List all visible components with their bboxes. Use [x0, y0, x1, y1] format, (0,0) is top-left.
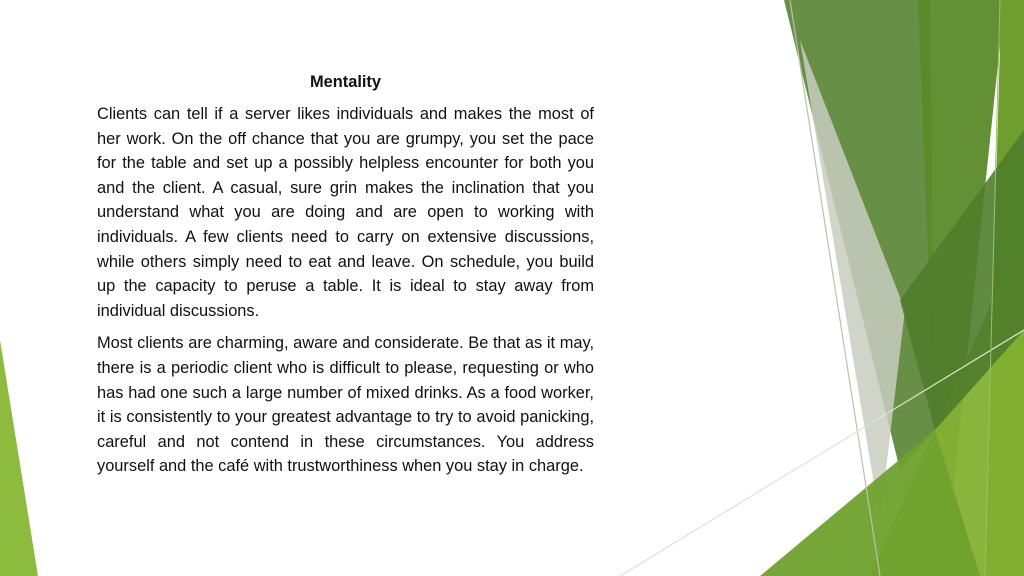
slide-title: Mentality	[309, 73, 382, 91]
text-content	[97, 70, 594, 487]
paragraph-1: Clients can tell if a server likes individuals and makes the most of her work. On the off chance that you are grumpy, you set the pace for the table and set up a possibly helpless encounter for both you and the client. A casual, sure grin makes the inclination that you understand what you are doing and are open to working with individuals. A few clients need to carry on extensive discussions, while others simply need to eat and leave. On schedule, you build up the capacity to peruse a table. It is ideal to stay away from individual discussions.	[97, 105, 594, 320]
paragraph-2: Most clients are charming, aware and considerate. Be that as it may, there is a periodic client who is difficult to please, requesting or who has had one such a large number of mixed drinks. As a food worker, it is consistently to your greatest advantage to try to avoid panicking, careful and not contend in these circumstances. You address yourself and the café with trustworthiness when you stay in charge.	[97, 334, 594, 476]
left-green-facet	[0, 340, 38, 576]
